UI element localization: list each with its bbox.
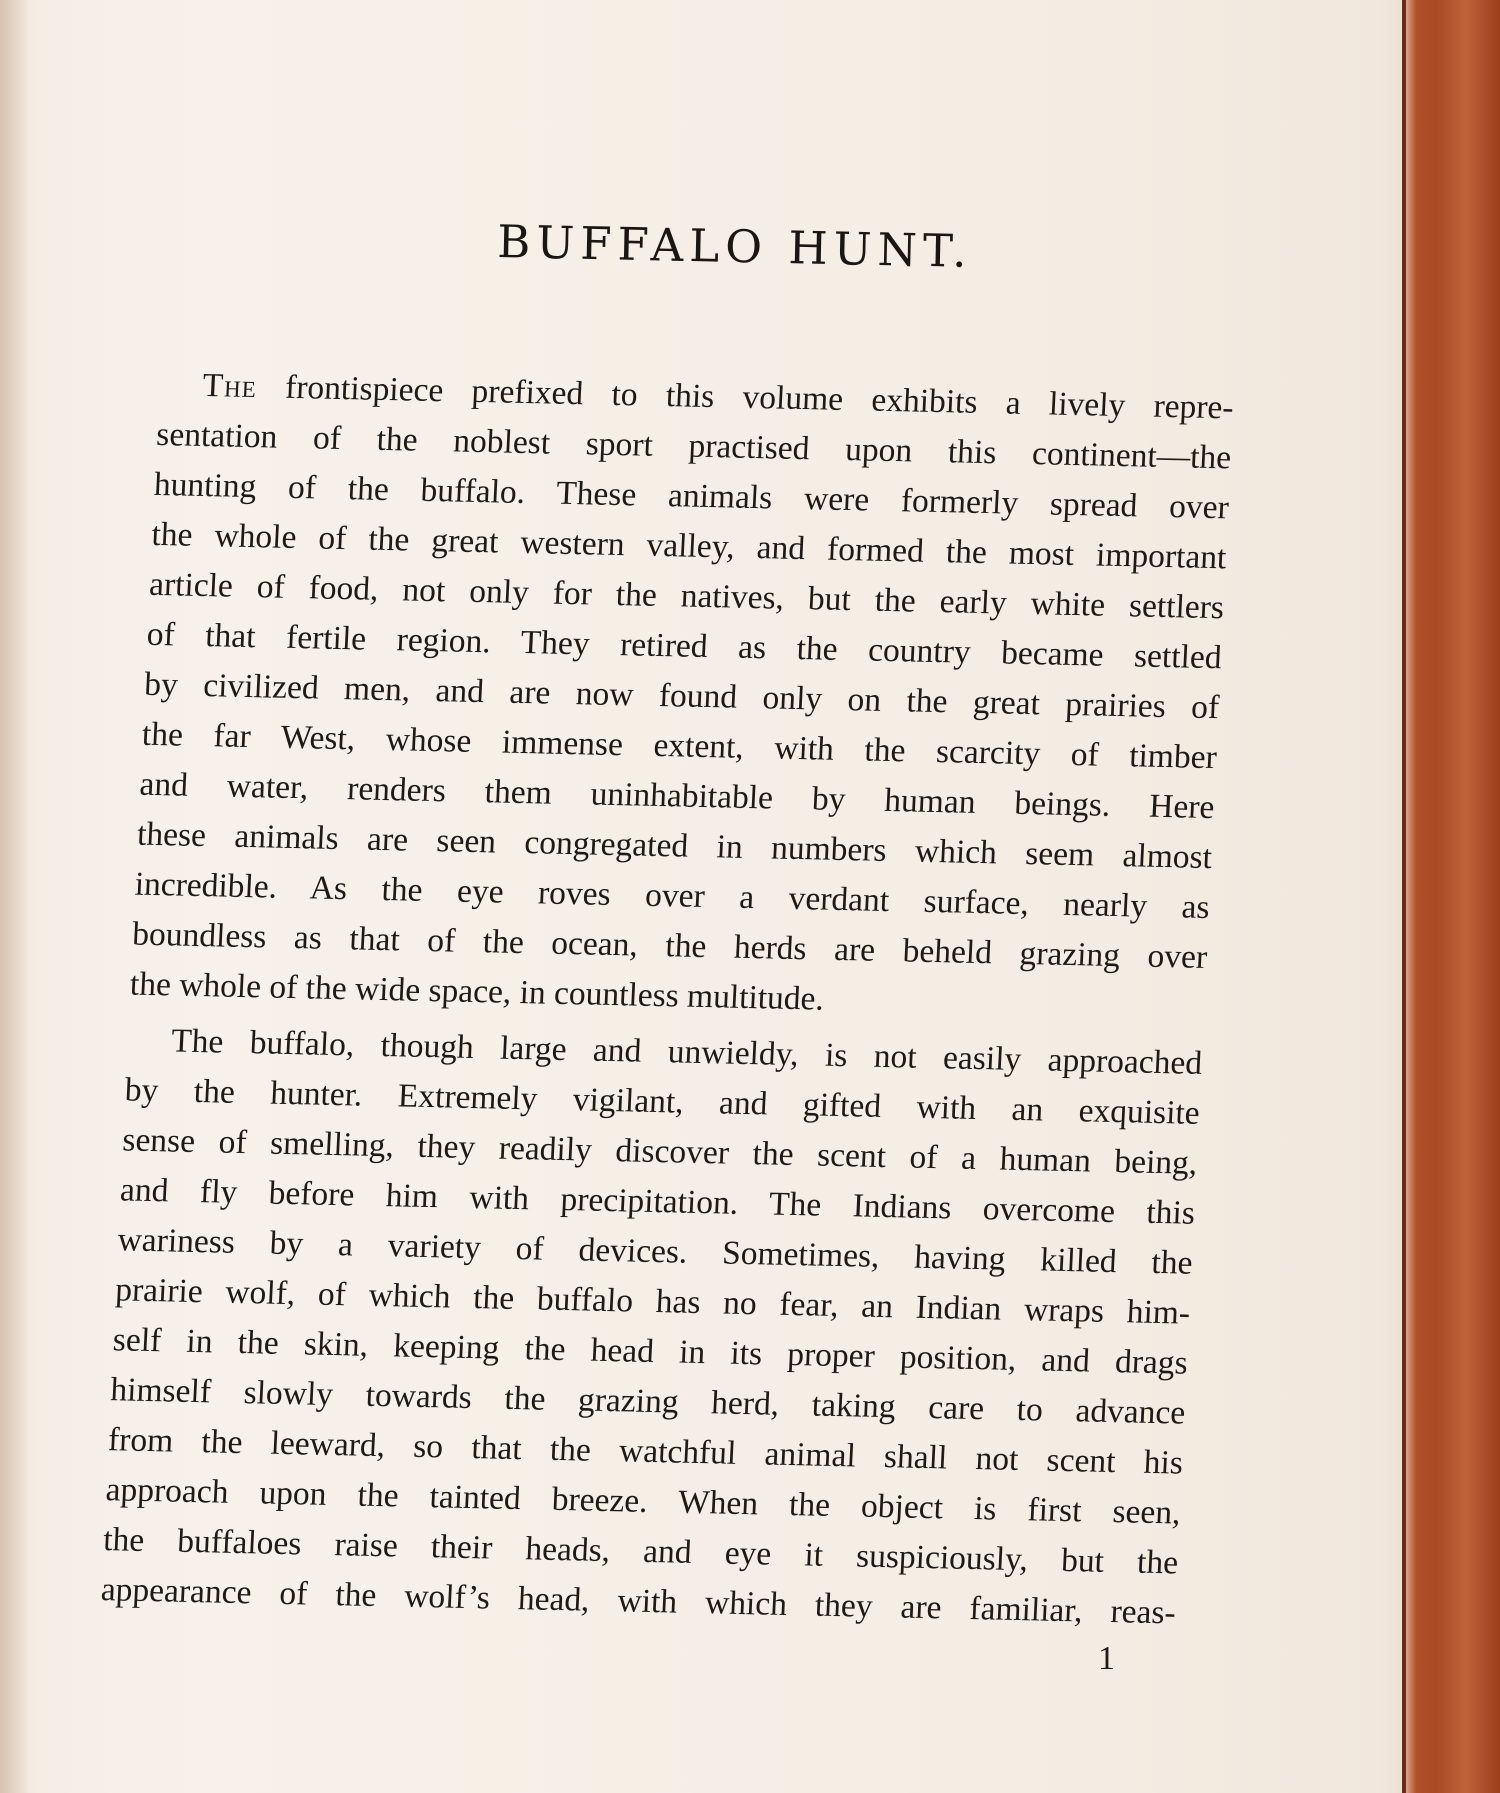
text-line: by civilized men, and are now found only on the great prairies of: [143, 665, 1221, 727]
text-line: of that fertile region. They retired as the country became settled: [145, 615, 1223, 677]
text-line: himself slowly towards the grazing herd, taking care to advance: [109, 1371, 1187, 1432]
text-line: The frontispiece prefixed to this volume exhibits a lively repre-: [201, 366, 1235, 427]
gutter-shadow: [0, 0, 30, 1793]
text-line: sense of smelling, they readily discover the scent of a human being,: [121, 1121, 1199, 1182]
text-line: the whole of the great western valley, and formed the most important: [150, 515, 1228, 577]
text-line: hunting of the buffalo. These animals were formerly spread over: [153, 465, 1230, 527]
text-line: the buffaloes raise their heads, and eye it suspiciously, but the: [102, 1521, 1179, 1582]
text-line: prairie wolf, of which the buffalo has no fear, an Indian wraps him-: [114, 1271, 1191, 1332]
text-line: these animals are seen congregated in numbers which seem almost: [136, 815, 1213, 877]
text-line: the far West, whose immense extent, with the scarcity of timber: [141, 715, 1218, 777]
text-line: wariness by a variety of devices. Sometimes, having killed the: [116, 1221, 1194, 1282]
text-line: and fly before him with precipitation. The Indians overcome this: [119, 1171, 1196, 1232]
page-number: 1: [1098, 1640, 1115, 1677]
text-line: approach upon the tainted breeze. When the object is first seen,: [104, 1471, 1182, 1532]
text-line: the whole of the wide space, in countless multitude.: [129, 965, 825, 1018]
lead-word: The: [201, 366, 258, 406]
text-line: incredible. As the eye roves over a verdant surface, nearly as: [133, 865, 1211, 927]
paragraph-1: [129, 360, 1235, 1033]
text-line: article of food, not only for the natives, but the early white settlers: [148, 565, 1225, 627]
text-line: by the hunter. Extremely vigilant, and gifted with an exquisite: [124, 1071, 1201, 1132]
text-line: and water, renders them uninhabitable by human beings. Here: [138, 765, 1216, 827]
paragraph-2: [100, 1015, 1204, 1638]
page-title: BUFFALO HUNT.: [496, 215, 974, 278]
text-line: sentation of the noblest sport practised upon this continent—the: [155, 415, 1233, 477]
body-text: [100, 360, 1235, 1638]
text-line: appearance of the wolf’s head, with which they are familiar, reas-: [100, 1571, 1177, 1632]
text-line: boundless as that of the ocean, the herds are beheld grazing over: [131, 915, 1209, 976]
text-line: from the leeward, so that the watchful animal shall not scent his: [107, 1421, 1184, 1482]
text-line: The buffalo, though large and unwieldy, is not easily approached: [170, 1022, 1203, 1082]
text-line: self in the skin, keeping the head in its proper position, and drags: [112, 1321, 1189, 1382]
